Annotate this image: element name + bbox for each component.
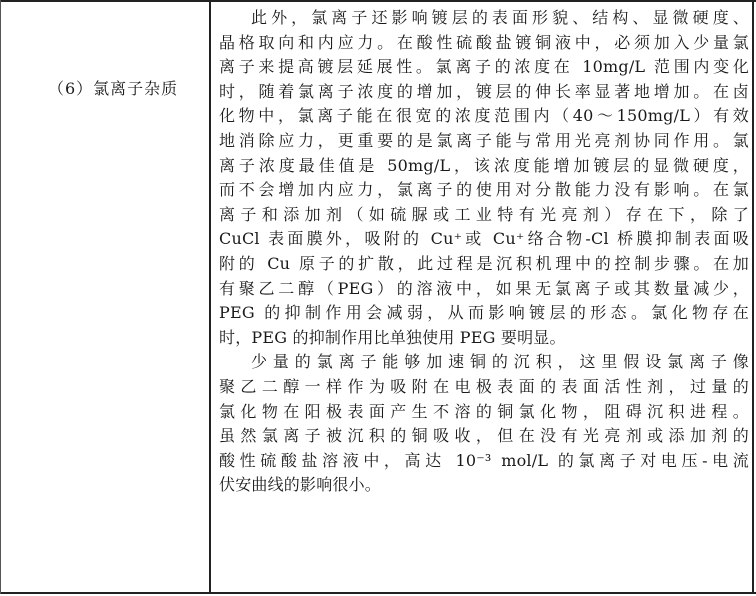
text-line: 此外，氯离子还影响镀层的表面形貌、结构、显微硬度、 [251,8,749,27]
paragraph-2 [219,350,749,498]
text-line: 离子和添加剂（如硫脲或工业特有光亮剂）存在下，除了 [219,204,749,224]
text-line: 虽然氯离子被沉积的铜吸收，但在没有光亮剂或添加剂的 [219,426,749,446]
text-line: 而不会增加内应力，氯离子的使用对分散能力没有影响。在氯 [219,180,749,200]
text-line: PEG 的抑制作用会减弱，从而影响镀层的形态。氯化物存在 [219,303,749,323]
table-border-right [752,0,754,594]
text-line: 酸性硫酸盐溶液中，高达 10⁻³ mol/L 的氯离子对电压-电流 [219,450,749,470]
column-divider [209,0,211,594]
text-line: 时，随着氯离子浓度的增加，镀层的伸长率显著地增加。在卤 [219,81,749,101]
text-line: 地消除应力，更重要的是氯离子能与常用光亮剂协同作用。氯 [219,130,749,150]
text-line: 晶格取向和内应力。在酸性硫酸盐镀铜液中，必须加入少量氯 [219,32,749,52]
text-line: 离子浓度最佳值是 50mg/L，该浓度能增加镀层的显微硬度， [219,155,749,175]
content-cell [219,6,749,498]
row-label-cell [0,0,209,594]
text-line: 附的 Cu 原子的扩散，此过程是沉积机理中的控制步骤。在加 [219,253,749,273]
text-line: 有聚乙二醇（PEG）的溶液中，如果无氯离子或其数量减少， [219,278,749,298]
text-line: 伏安曲线的影响很小。 [219,475,382,495]
text-line: 聚乙二醇一样作为吸附在电极表面的表面活性剂，过量的 [219,376,749,396]
text-line: 少量的氯离子能够加速铜的沉积，这里假设氯离子像 [251,352,749,372]
text-line: 离子来提高镀层延展性。氯离子的浓度在 10mg/L 范围内变化 [219,57,749,77]
text-line: 化物中，氯离子能在很宽的浓度范围内（40～150mg/L）有效 [219,106,749,126]
row-label: （6）氯离子杂质 [48,79,179,98]
paragraph-1 [219,6,749,350]
text-line: CuCl 表面膜外，吸附的 Cu⁺或 Cu⁺络合物-Cl 桥膜抑制表面吸 [219,229,749,249]
text-line: 氯化物在阳极表面产生不溶的铜氯化物，阻碍沉积进程。 [219,401,749,421]
text-line: 时，PEG 的抑制作用比单独使用 PEG 要明显。 [219,327,566,347]
